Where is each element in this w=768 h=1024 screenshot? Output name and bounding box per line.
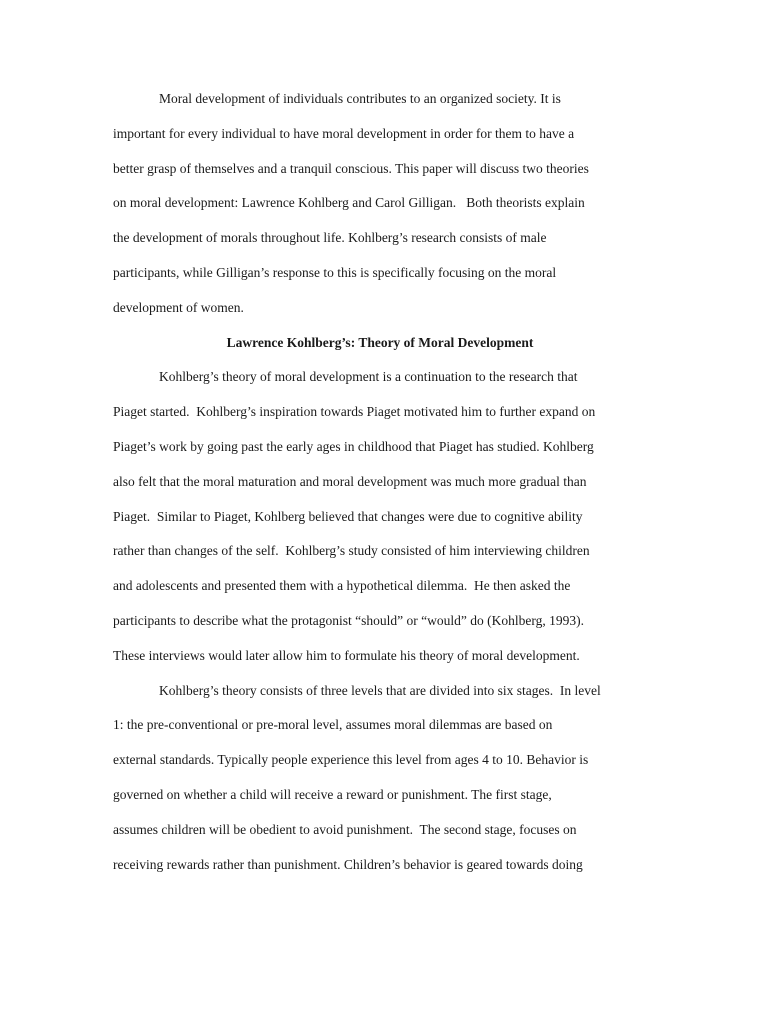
paragraph-line: participants, while Gilligan’s response to this is specifically focusing on the moral: [113, 264, 557, 280]
paragraph-line: Piaget. Similar to Piaget, Kohlberg believed that changes were due to cognitive ability: [113, 508, 583, 524]
paragraph-line: rather than changes of the self. Kohlberg’s study consisted of him interviewing children: [113, 543, 590, 559]
paragraph-line: assumes children will be obedient to avoid punishment. The second stage, focuses on: [113, 821, 577, 837]
paragraph-line: and adolescents and presented them with a hypothetical dilemma. He then asked the: [113, 578, 571, 594]
paragraph-kohlberg-background: [113, 362, 633, 675]
paragraph-line: Moral development of individuals contributes to an organized society. It is: [159, 91, 561, 106]
paragraph-line: Piaget started. Kohlberg’s inspiration towards Piaget motivated him to further expand on: [113, 404, 596, 420]
paragraph-intro: [113, 84, 633, 328]
paragraph-line: also felt that the moral maturation and moral development was much more gradual than: [113, 473, 587, 489]
paragraph-line: governed on whether a child will receive a reward or punishment. The first stage,: [113, 786, 552, 802]
paragraph-line: Kohlberg’s theory consists of three levels that are divided into six stages. In level: [159, 682, 601, 698]
paragraph-line: Kohlberg’s theory of moral development is a continuation to the research that: [159, 369, 578, 385]
paragraph-line: These interviews would later allow him to formulate his theory of moral development.: [113, 647, 580, 663]
paragraph-line: development of women.: [113, 299, 244, 315]
paragraph-line: external standards. Typically people experience this level from ages 4 to 10. Behavior is: [113, 752, 589, 768]
paragraph-line: 1: the pre-conventional or pre-moral level, assumes moral dilemmas are based on: [113, 717, 553, 733]
paragraph-line: participants to describe what the protagonist “should” or “would” do (Kohlberg, 1993).: [113, 612, 585, 628]
paragraph-line: the development of morals throughout life. Kohlberg’s research consists of male: [113, 230, 547, 246]
paragraph-kohlberg-levels: [113, 676, 633, 885]
paragraph-line: on moral development: Lawrence Kohlberg and Carol Gilligan. Both theorists explain: [113, 195, 585, 211]
paragraph-line: important for every individual to have moral development in order for them to have a: [113, 125, 575, 141]
document-body: [113, 84, 633, 884]
paragraph-line: Piaget’s work by going past the early ages in childhood that Piaget has studied. Kohlberg: [113, 438, 594, 454]
section-heading: Lawrence Kohlberg’s: Theory of Moral Development: [226, 334, 534, 350]
paragraph-line: receiving rewards rather than punishment. Children’s behavior is geared towards doing: [113, 856, 583, 872]
paragraph-line: better grasp of themselves and a tranquil conscious. This paper will discuss two theories: [113, 160, 589, 176]
